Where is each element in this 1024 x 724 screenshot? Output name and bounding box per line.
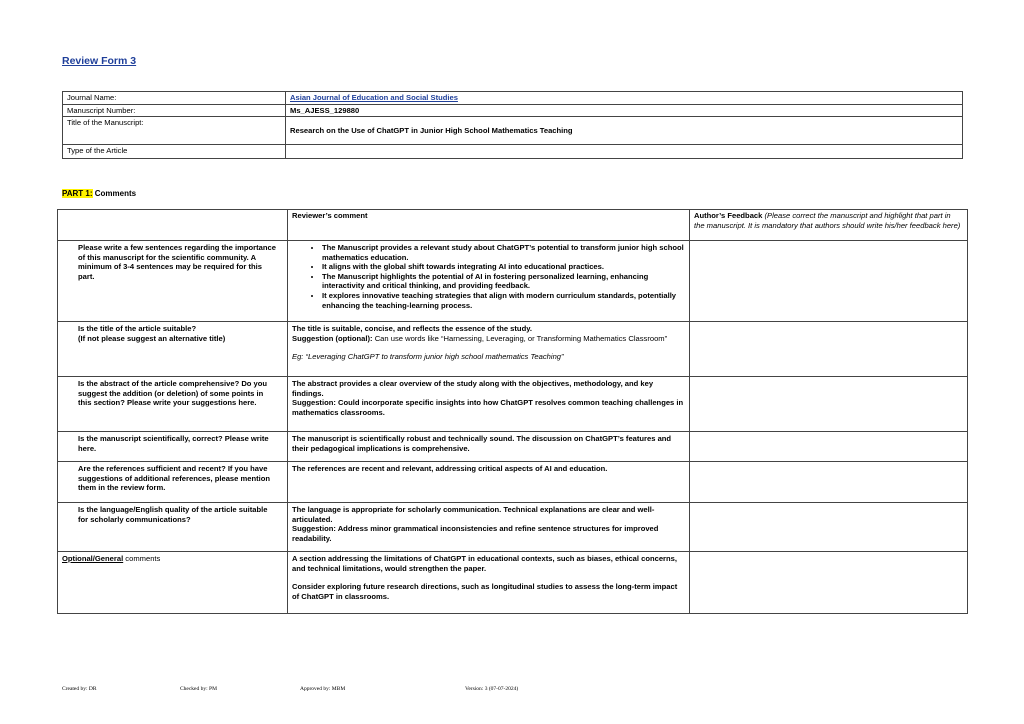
importance-bullet-list <box>292 243 685 310</box>
importance-bullet: • It explores innovative teaching strategies that align with modern curriculum standards, potentially enhancing the teaching-learning process. <box>322 291 685 310</box>
optional-future-research: Consider exploring future research directions, such as longitudinal studies to assess the long-term impact of ChatGPT in classrooms. <box>292 582 678 601</box>
journal-name-value[interactable]: Asian Journal of Education and Social Studies <box>286 92 963 105</box>
author-feedback-instructions: (Please correct the manuscript and highlight that part in the manuscript. It is mandatory that authors should write his/her feedback here) <box>694 211 961 230</box>
reviewer-comment-header: Reviewer’s comment <box>288 210 690 241</box>
author-feedback-header <box>690 210 968 241</box>
footer-checked-by: Checked by: PM <box>180 686 217 692</box>
row-title <box>58 322 968 377</box>
form-title: Review Form 3 <box>62 55 137 67</box>
answer-importance <box>288 241 690 322</box>
manuscript-number-value: Ms_AJESS_129880 <box>286 104 963 117</box>
author-feedback-title: Author’s Feedback <box>694 211 763 220</box>
journal-name-label: Journal Name: <box>63 92 286 105</box>
answer-scientific: The manuscript is scientifically robust and technically sound. The discussion on ChatGPT’s features and their pedagogical implications is comprehensive. <box>288 432 690 462</box>
importance-bullet: • The Manuscript highlights the potential of AI in fostering personalized learning, enhancing interactivity and critical thinking, and providing feedback. <box>322 272 685 291</box>
title-assessment: The title is suitable, concise, and reflects the essence of the study. <box>292 324 532 333</box>
title-example: Eg: “Leveraging ChatGPT to transform junior high school mathematics Teaching” <box>292 352 564 362</box>
info-row-manuscript-number <box>63 104 963 117</box>
optional-limitations: A section addressing the limitations of ChatGPT in educational contexts, such as biases, ethical concerns, and technical limitations, would strengthen the paper. <box>292 554 677 573</box>
footer-version: Version: 3 (07-07-2024) <box>465 686 519 692</box>
manuscript-title-label: Title of the Manuscript: <box>63 117 286 145</box>
review-comments-table <box>57 209 968 614</box>
importance-bullet: • It aligns with the global shift towards integrating AI into educational practices. <box>322 262 685 272</box>
abstract-assessment: The abstract provides a clear overview of the study along with the objectives, methodology, and key findings. <box>292 379 654 398</box>
manuscript-number-label: Manuscript Number: <box>63 104 286 117</box>
question-title-line2: (If not please suggest an alternative title) <box>78 333 226 343</box>
title-suggestion-text: Can use words like “Harnessing, Leveraging, or Transforming Mathematics Classroom” <box>372 333 668 343</box>
optional-comments-label: comments <box>123 554 161 563</box>
importance-bullet: • The Manuscript provides a relevant study about ChatGPT’s potential to transform junior high school mathematics education. <box>322 243 685 262</box>
language-assessment: The language is appropriate for scholarly communication. Technical explanations are clear and well-articulated. <box>292 505 655 524</box>
question-title <box>58 322 288 377</box>
footer-created-by: Created by: DR <box>62 686 97 692</box>
question-abstract: Is the abstract of the article comprehensive? Do you suggest the addition (or deletion) of some points in this section? Please write your suggestions here. <box>58 377 288 432</box>
manuscript-info-table <box>62 91 963 159</box>
footer-approved-by: Approved by: MBM <box>300 686 346 692</box>
title-suggestion-label: Suggestion (optional): <box>292 333 373 343</box>
question-title-line1: Is the title of the article suitable? <box>78 324 197 333</box>
row-optional <box>58 552 968 614</box>
feedback-references[interactable] <box>690 462 968 503</box>
question-language: Is the language/English quality of the article suitable for scholarly communications? <box>58 503 288 552</box>
info-row-journal <box>63 92 963 105</box>
answer-title <box>288 322 690 377</box>
feedback-importance[interactable] <box>690 241 968 322</box>
abstract-suggestion: Suggestion: Could incorporate specific insights into how ChatGPT resolves common teaching challenges in mathematics classrooms. <box>292 398 684 417</box>
article-type-value <box>286 145 963 159</box>
answer-language <box>288 503 690 552</box>
feedback-title[interactable] <box>690 322 968 377</box>
part1-heading <box>62 189 136 198</box>
optional-general-label: Optional/General <box>62 554 124 563</box>
answer-references: The references are recent and relevant, addressing critical aspects of AI and education. <box>288 462 690 503</box>
answer-abstract <box>288 377 690 432</box>
part1-highlight: PART 1: <box>62 189 93 198</box>
manuscript-title-value: Research on the Use of ChatGPT in Junior High School Mathematics Teaching <box>286 117 963 145</box>
question-scientific: Is the manuscript scientifically, correct? Please write here. <box>58 432 288 462</box>
part1-label: Comments <box>92 189 137 198</box>
row-references <box>58 462 968 503</box>
header-blank <box>58 210 288 241</box>
question-importance: Please write a few sentences regarding the importance of this manuscript for the scientific community. A minimum of 3-4 sentences may be required for this part. <box>58 241 288 322</box>
feedback-abstract[interactable] <box>690 377 968 432</box>
feedback-optional[interactable] <box>690 552 968 614</box>
question-references: Are the references sufficient and recent? If you have suggestions of additional references, please mention them in the review form. <box>58 462 288 503</box>
language-suggestion: Suggestion: Address minor grammatical inconsistencies and refine sentence structures for improved readability. <box>292 524 659 543</box>
info-row-title <box>63 117 963 145</box>
article-type-label: Type of the Article <box>63 145 286 159</box>
row-scientific <box>58 432 968 462</box>
feedback-scientific[interactable] <box>690 432 968 462</box>
feedback-language[interactable] <box>690 503 968 552</box>
row-abstract <box>58 377 968 432</box>
header-row <box>58 210 968 241</box>
title-suggestion <box>292 334 685 344</box>
row-language <box>58 503 968 552</box>
info-row-article-type <box>63 145 963 159</box>
row-importance <box>58 241 968 322</box>
answer-optional <box>288 552 690 614</box>
question-optional <box>58 552 288 614</box>
